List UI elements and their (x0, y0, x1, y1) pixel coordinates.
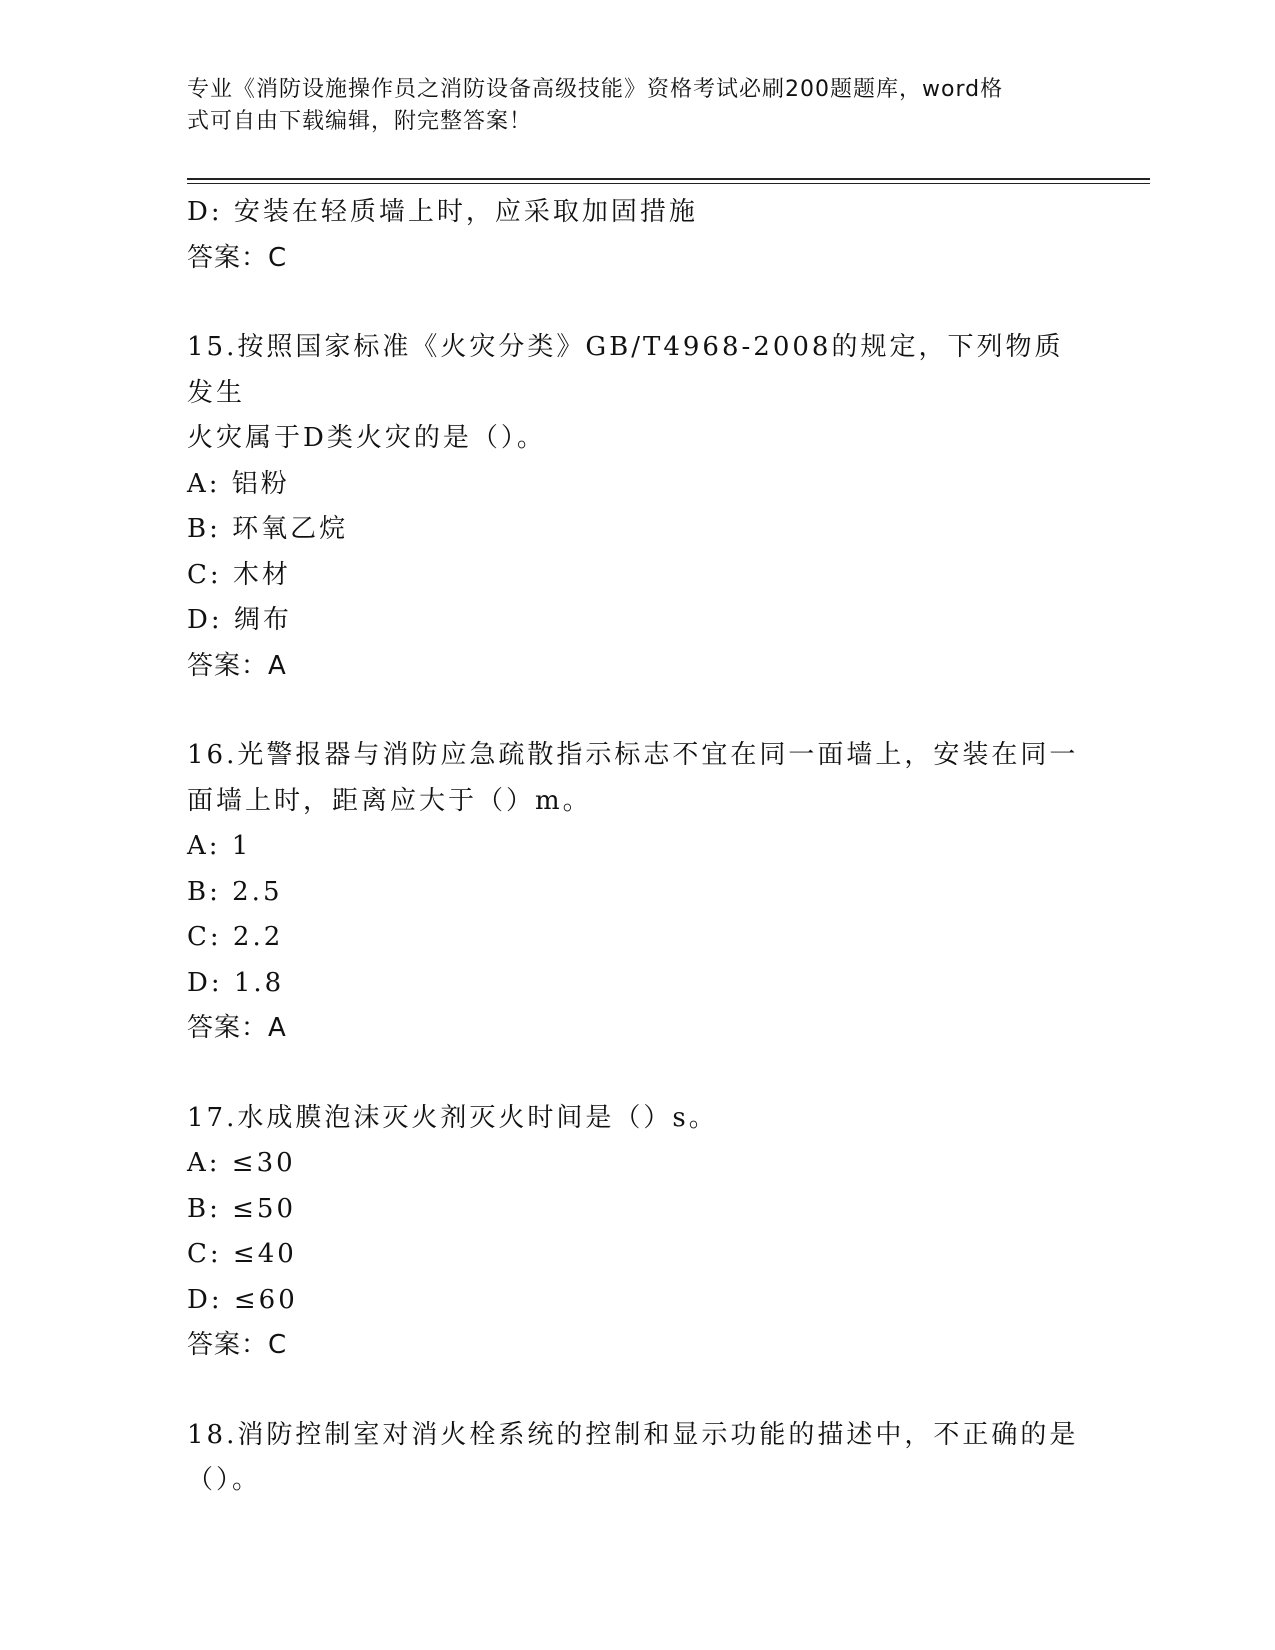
question-15-option-c: C: 木材 (187, 559, 291, 590)
header-line-2: 式可自由下载编辑，附完整答案！ (187, 109, 533, 134)
question-16-option-b: B: 2.5 (187, 876, 283, 907)
question-16-option-c: C: 2.2 (187, 922, 284, 952)
question-16-text-line-2: 面墙上时，距离应大于（）m。 (187, 785, 592, 816)
question-17-text-line-1: 17.水成膜泡沫灭火剂灭火时间是（）s。 (187, 1102, 718, 1133)
question-15-answer: 答案：A (187, 650, 287, 681)
question-17-answer: 答案：C (187, 1330, 288, 1360)
question-15-option-d: D: 绸布 (187, 605, 292, 635)
header-divider-top (187, 178, 1150, 180)
question-16-option-d: D: 1.8 (187, 967, 285, 998)
question-15 (187, 325, 1082, 462)
spacer (187, 1369, 1087, 1413)
question-15-text-line-1: 15.按照国家标准《火灾分类》GB/T4968-2008的规定，下列物质发生 (187, 332, 1064, 408)
question-16 (187, 733, 1082, 824)
previous-option-d: D: 安装在轻质墙上时，应采取加固措施 (187, 197, 698, 227)
previous-answer: 答案：C (187, 242, 288, 273)
question-18-text-line-2: （）。 (187, 1465, 262, 1495)
question-16-text-line-1: 16.光警报器与消防应急疏散指示标志不宜在同一面墙上，安装在同一 (187, 740, 1079, 770)
header-line-1: 专业《消防设施操作员之消防设备高级技能》资格考试必刷200题题库，word格 (187, 77, 1004, 102)
question-17-option-b: B: ≤50 (187, 1193, 296, 1224)
question-17-option-c: C: ≤40 (187, 1239, 297, 1269)
question-16-answer: 答案：A (187, 1013, 287, 1043)
header-divider-bottom (187, 183, 1150, 184)
question-16-option-a: A: 1 (187, 831, 252, 861)
question-15-option-b: B: 环氧乙烷 (187, 514, 349, 544)
spacer (187, 1052, 1087, 1096)
question-18-text-line-1: 18.消防控制室对消火栓系统的控制和显示功能的描述中，不正确的是 (187, 1419, 1079, 1450)
document-content (187, 190, 1087, 1504)
question-17-option-d: D: ≤60 (187, 1284, 298, 1315)
question-17 (187, 1096, 1082, 1142)
question-15-option-a: A: 铝粉 (187, 468, 290, 499)
document-header (187, 74, 1067, 138)
question-17-option-a: A: ≤30 (187, 1148, 296, 1178)
spacer (187, 689, 1087, 733)
spacer (187, 281, 1087, 325)
question-18 (187, 1413, 1082, 1504)
question-15-text-line-2: 火灾属于D类火灾的是（）。 (187, 423, 546, 453)
